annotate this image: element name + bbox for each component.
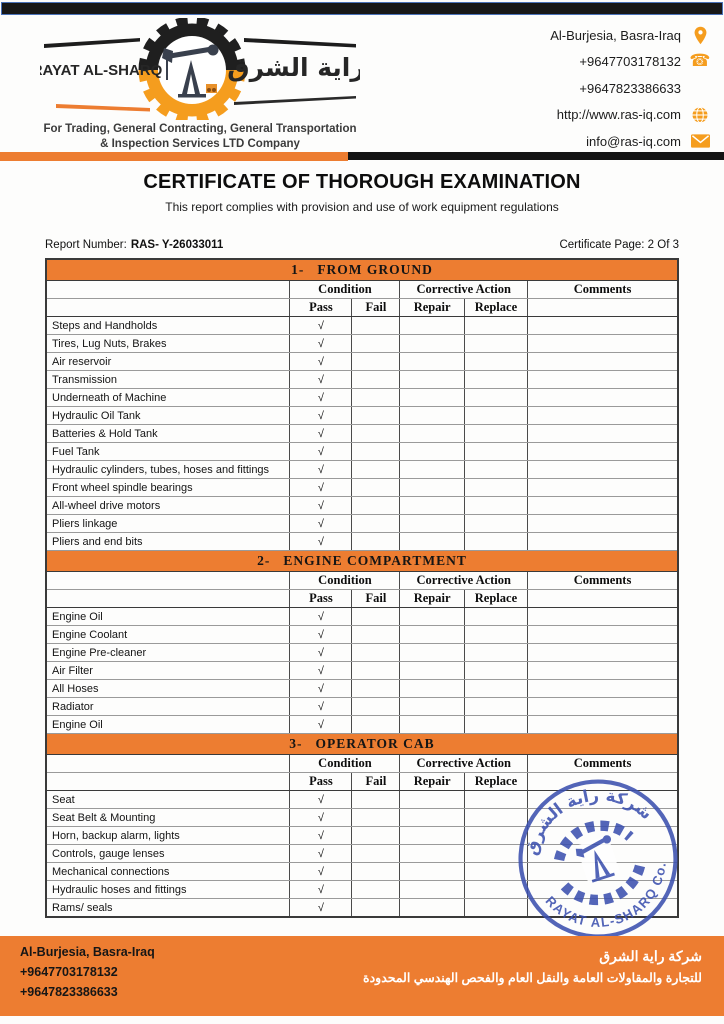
table-row: [46, 515, 678, 533]
contact-block: [550, 22, 710, 155]
page-title: CERTIFICATE OF THOROUGH EXAMINATION: [143, 171, 581, 193]
table-row: [46, 608, 678, 626]
pass-checkmark: √: [290, 698, 352, 716]
section-title: FROM GROUND: [317, 262, 433, 277]
repair-header: Repair: [400, 590, 464, 608]
fail-cell: [352, 425, 400, 443]
table-row: [46, 335, 678, 353]
repair-cell: [400, 899, 464, 918]
pass-checkmark: √: [290, 353, 352, 371]
fail-cell: [352, 863, 400, 881]
corrective-action-header: Corrective Action: [400, 572, 528, 590]
corrective-action-header: Corrective Action: [400, 755, 528, 773]
footer-company-arabic: [363, 945, 702, 989]
item-label: Underneath of Machine: [46, 389, 290, 407]
company-stamp: [515, 776, 681, 942]
fail-cell: [352, 317, 400, 335]
pass-checkmark: √: [290, 461, 352, 479]
item-label: Engine Coolant: [46, 626, 290, 644]
pass-checkmark: √: [290, 680, 352, 698]
comments-cell: [528, 644, 678, 662]
table-row: [46, 461, 678, 479]
top-black-bar: [1, 2, 723, 15]
contact-phone2-text: +9647823386633: [579, 80, 681, 96]
contact-address-text: Al-Burjesia, Basra-Iraq: [550, 27, 681, 43]
fail-cell: [352, 353, 400, 371]
comments-cell: [528, 335, 678, 353]
repair-cell: [400, 425, 464, 443]
item-label: Fuel Tank: [46, 443, 290, 461]
footer-address: Al-Burjesia, Basra-Iraq: [20, 945, 155, 959]
logo-gear-pumpjack-icon: [40, 18, 360, 120]
item-label: All Hoses: [46, 680, 290, 698]
pass-checkmark: √: [290, 809, 352, 827]
fail-cell: [352, 845, 400, 863]
comments-cell: [528, 626, 678, 644]
pass-checkmark: √: [290, 863, 352, 881]
footer-band: [0, 936, 724, 1016]
condition-header: Condition: [290, 281, 400, 299]
replace-cell: [464, 608, 527, 626]
repair-cell: [400, 698, 464, 716]
contact-website-text: http://www.ras-iq.com: [556, 107, 681, 123]
comments-cell: [528, 698, 678, 716]
comments-cell: [528, 533, 678, 551]
pass-checkmark: √: [290, 443, 352, 461]
repair-cell: [400, 353, 464, 371]
repair-cell: [400, 317, 464, 335]
tagline-line1: For Trading, General Contracting, General Transportation: [43, 123, 357, 135]
comments-cell: [528, 389, 678, 407]
replace-cell: [464, 626, 527, 644]
fail-cell: [352, 644, 400, 662]
item-label: Air Filter: [46, 662, 290, 680]
repair-cell: [400, 371, 464, 389]
comments-cell: [528, 716, 678, 734]
fail-cell: [352, 791, 400, 809]
comments-cell: [528, 497, 678, 515]
table-row: [46, 371, 678, 389]
pass-checkmark: √: [290, 371, 352, 389]
company-logo: [40, 18, 360, 120]
fail-cell: [352, 809, 400, 827]
replace-cell: [464, 698, 527, 716]
stamp-pumpjack-icon: [573, 834, 622, 885]
repair-cell: [400, 479, 464, 497]
repair-cell: [400, 644, 464, 662]
section-number: 1-: [291, 262, 305, 277]
item-label: Hydraulic hoses and fittings: [46, 881, 290, 899]
repair-cell: [400, 845, 464, 863]
column-group-header-row: [46, 572, 678, 590]
contact-phone1: [550, 49, 710, 76]
fail-cell: [352, 680, 400, 698]
stamp-text-arabic: شركة راية الشرق: [521, 785, 656, 858]
contact-phone1-text: +9647703178132: [579, 54, 681, 70]
fail-cell: [352, 515, 400, 533]
page-subtitle: This report complies with provision and use of work equipment regulations: [165, 200, 559, 214]
item-label: Batteries & Hold Tank: [46, 425, 290, 443]
fail-cell: [352, 899, 400, 918]
item-label: All-wheel drive motors: [46, 497, 290, 515]
pass-checkmark: √: [290, 317, 352, 335]
fail-cell: [352, 335, 400, 353]
fail-cell: [352, 443, 400, 461]
comments-header: Comments: [528, 281, 678, 299]
fail-header: Fail: [352, 299, 400, 317]
pass-header: Pass: [290, 773, 352, 791]
replace-cell: [464, 479, 527, 497]
location-pin-icon: [690, 25, 710, 45]
repair-cell: [400, 680, 464, 698]
replace-cell: [464, 533, 527, 551]
table-row: [46, 716, 678, 734]
comments-cell: [528, 608, 678, 626]
replace-cell: [464, 371, 527, 389]
pass-checkmark: √: [290, 881, 352, 899]
section-header-row: [46, 259, 678, 281]
item-label: Air reservoir: [46, 353, 290, 371]
stamp-text-english: RAYAT AL-SHARQ Co.: [542, 861, 669, 930]
comments-header: Comments: [528, 755, 678, 773]
table-row: [46, 317, 678, 335]
repair-cell: [400, 497, 464, 515]
item-label: Hydraulic cylinders, tubes, hoses and fittings: [46, 461, 290, 479]
pass-checkmark: √: [290, 425, 352, 443]
pass-checkmark: √: [290, 515, 352, 533]
header-divider: [0, 152, 724, 161]
item-label: Pliers and end bits: [46, 533, 290, 551]
contact-email: [550, 128, 710, 155]
comments-header: Comments: [528, 572, 678, 590]
fail-cell: [352, 407, 400, 425]
pass-checkmark: √: [290, 716, 352, 734]
table-row: [46, 389, 678, 407]
item-label: Front wheel spindle bearings: [46, 479, 290, 497]
condition-header: Condition: [290, 755, 400, 773]
pass-header: Pass: [290, 299, 352, 317]
fail-cell: [352, 479, 400, 497]
repair-cell: [400, 626, 464, 644]
phone-icon: ☎: [689, 51, 711, 72]
report-number-label: Report Number:: [45, 239, 127, 251]
replace-cell: [464, 389, 527, 407]
divider-black-segment: [348, 152, 724, 160]
fail-cell: [352, 626, 400, 644]
footer-company-name-ar: شركة راية الشرق: [599, 948, 702, 964]
logo-name-ar: راية الشرق: [227, 53, 360, 82]
table-row: [46, 698, 678, 716]
contact-email-text: info@ras-iq.com: [586, 133, 681, 149]
repair-cell: [400, 608, 464, 626]
footer-phone1: +9647703178132: [20, 965, 118, 979]
fail-cell: [352, 389, 400, 407]
replace-cell: [464, 335, 527, 353]
item-label: Pliers linkage: [46, 515, 290, 533]
replace-cell: [464, 716, 527, 734]
section-header-row: [46, 734, 678, 755]
logo-name-en: RAYAT AL-SHARQ: [40, 62, 163, 79]
corrective-action-header: Corrective Action: [400, 281, 528, 299]
pass-checkmark: √: [290, 479, 352, 497]
pass-checkmark: √: [290, 389, 352, 407]
comments-cell: [528, 353, 678, 371]
repair-cell: [400, 389, 464, 407]
comments-cell: [528, 371, 678, 389]
repair-cell: [400, 461, 464, 479]
column-subheader-row: [46, 590, 678, 608]
comments-cell: [528, 479, 678, 497]
fail-cell: [352, 881, 400, 899]
item-label: Engine Oil: [46, 608, 290, 626]
certificate-page-indicator: Certificate Page: 2 Of 3: [559, 239, 679, 251]
replace-cell: [464, 353, 527, 371]
repair-cell: [400, 827, 464, 845]
report-meta-line: [45, 239, 679, 251]
replace-cell: [464, 461, 527, 479]
item-label: Transmission: [46, 371, 290, 389]
item-label: Hydraulic Oil Tank: [46, 407, 290, 425]
fail-cell: [352, 827, 400, 845]
table-row: [46, 479, 678, 497]
item-label: Steps and Handholds: [46, 317, 290, 335]
section-title: OPERATOR CAB: [315, 736, 435, 751]
item-label: Rams/ seals: [46, 899, 290, 918]
pass-checkmark: √: [290, 335, 352, 353]
replace-cell: [464, 317, 527, 335]
item-label: Horn, backup alarm, lights: [46, 827, 290, 845]
tagline-line2: & Inspection Services LTD Company: [100, 137, 300, 150]
replace-cell: [464, 497, 527, 515]
pass-checkmark: √: [290, 626, 352, 644]
pass-header: Pass: [290, 590, 352, 608]
report-number: [45, 239, 223, 251]
replace-header: Replace: [464, 299, 527, 317]
comments-cell: [528, 515, 678, 533]
comments-cell: [528, 680, 678, 698]
repair-header: Repair: [400, 299, 464, 317]
pass-checkmark: √: [290, 533, 352, 551]
fail-cell: [352, 533, 400, 551]
table-row: [46, 353, 678, 371]
pass-checkmark: √: [290, 845, 352, 863]
repair-cell: [400, 533, 464, 551]
fail-cell: [352, 497, 400, 515]
pass-checkmark: √: [290, 827, 352, 845]
fail-cell: [352, 662, 400, 680]
repair-cell: [400, 791, 464, 809]
replace-cell: [464, 662, 527, 680]
column-subheader-row: [46, 299, 678, 317]
envelope-icon: [690, 131, 710, 151]
repair-cell: [400, 716, 464, 734]
table-row: [46, 533, 678, 551]
contact-address: [550, 22, 710, 49]
table-row: [46, 680, 678, 698]
repair-header: Repair: [400, 773, 464, 791]
divider-orange-segment: [0, 152, 348, 161]
footer-phone2: +9647823386633: [20, 985, 118, 999]
replace-header: Replace: [464, 590, 527, 608]
replace-cell: [464, 407, 527, 425]
pass-checkmark: √: [290, 899, 352, 918]
comments-cell: [528, 443, 678, 461]
comments-cell: [528, 662, 678, 680]
footer-company-description-ar: للتجارة والمقاولات العامة والنقل العام والفحص الهندسي المحدودة: [363, 971, 702, 985]
comments-cell: [528, 425, 678, 443]
column-group-header-row: [46, 755, 678, 773]
section-header-row: [46, 551, 678, 572]
repair-cell: [400, 809, 464, 827]
contact-phone2: [550, 75, 710, 102]
section-title: ENGINE COMPARTMENT: [283, 553, 467, 568]
condition-header: Condition: [290, 572, 400, 590]
table-row: [46, 662, 678, 680]
contact-website: [550, 102, 710, 129]
pass-checkmark: √: [290, 497, 352, 515]
fail-header: Fail: [352, 590, 400, 608]
item-label: Seat Belt & Mounting: [46, 809, 290, 827]
replace-cell: [464, 680, 527, 698]
replace-cell: [464, 443, 527, 461]
item-label: Controls, gauge lenses: [46, 845, 290, 863]
repair-cell: [400, 335, 464, 353]
table-row: [46, 407, 678, 425]
replace-cell: [464, 515, 527, 533]
repair-cell: [400, 881, 464, 899]
repair-cell: [400, 863, 464, 881]
item-label: Mechanical connections: [46, 863, 290, 881]
table-row: [46, 443, 678, 461]
table-row: [46, 425, 678, 443]
replace-cell: [464, 644, 527, 662]
pass-checkmark: √: [290, 644, 352, 662]
replace-cell: [464, 425, 527, 443]
column-group-header-row: [46, 281, 678, 299]
footer-contact: [20, 942, 155, 1002]
pass-checkmark: √: [290, 662, 352, 680]
item-label: Seat: [46, 791, 290, 809]
item-label: Engine Oil: [46, 716, 290, 734]
item-label: Radiator: [46, 698, 290, 716]
repair-cell: [400, 443, 464, 461]
table-row: [46, 497, 678, 515]
comments-cell: [528, 317, 678, 335]
report-number-value: RAS- Y-26033011: [130, 239, 224, 251]
fail-cell: [352, 371, 400, 389]
section-number: 3-: [289, 736, 303, 751]
comments-cell: [528, 407, 678, 425]
fail-cell: [352, 698, 400, 716]
repair-cell: [400, 662, 464, 680]
comments-cell: [528, 461, 678, 479]
section-number: 2-: [257, 553, 271, 568]
pass-checkmark: √: [290, 407, 352, 425]
company-tagline: [28, 122, 372, 151]
table-row: [46, 626, 678, 644]
globe-icon: [690, 105, 710, 125]
replace-header: Replace: [464, 773, 527, 791]
table-row: [46, 644, 678, 662]
fail-cell: [352, 461, 400, 479]
item-label: Engine Pre-cleaner: [46, 644, 290, 662]
fail-cell: [352, 716, 400, 734]
repair-cell: [400, 407, 464, 425]
repair-cell: [400, 515, 464, 533]
fail-cell: [352, 608, 400, 626]
item-label: Tires, Lug Nuts, Brakes: [46, 335, 290, 353]
pass-checkmark: √: [290, 608, 352, 626]
fail-header: Fail: [352, 773, 400, 791]
pass-checkmark: √: [290, 791, 352, 809]
